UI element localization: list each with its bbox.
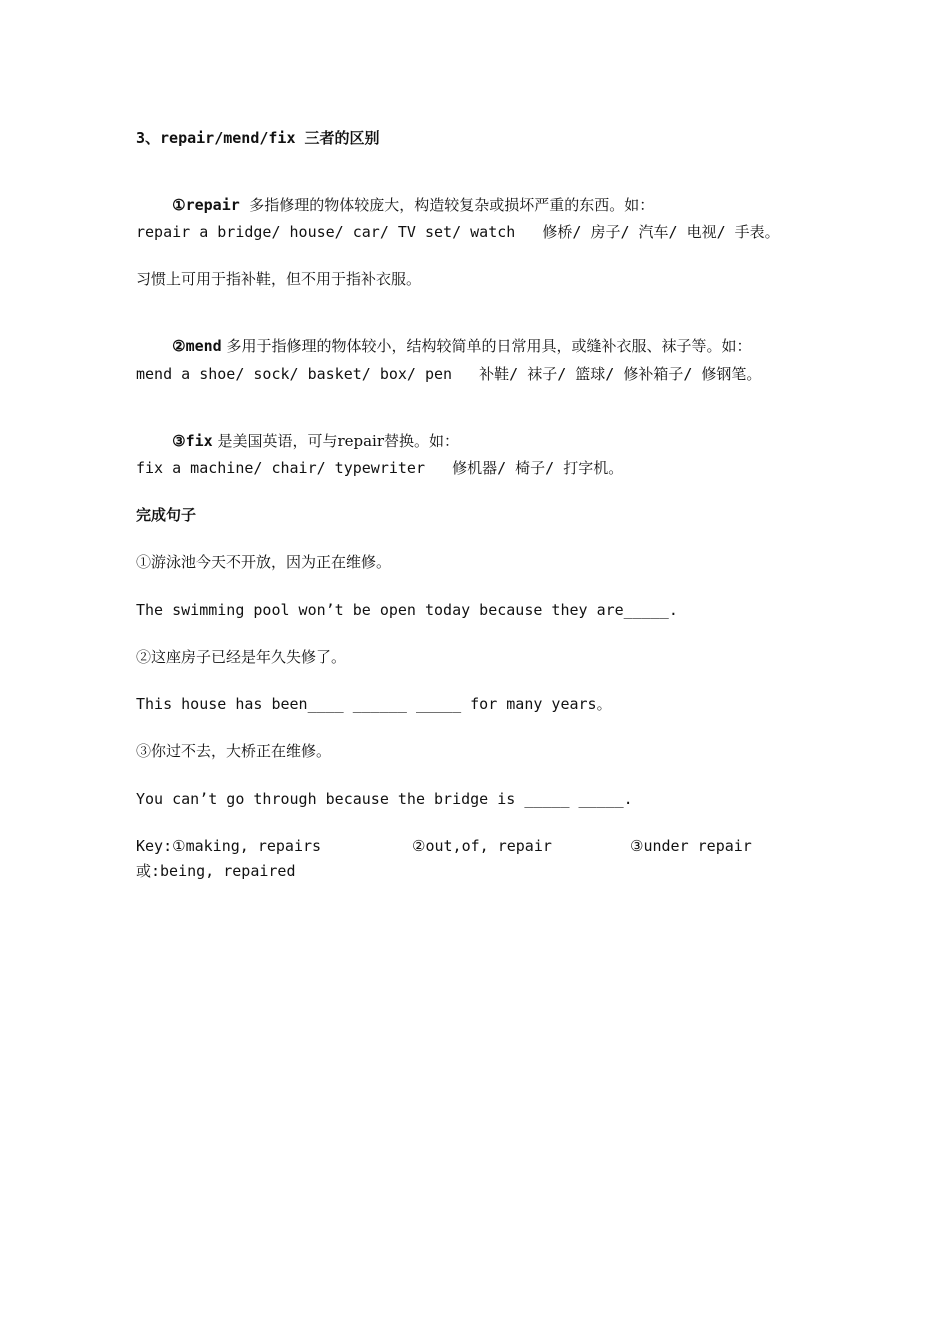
section-title: 3、repair/mend/fix 三者的区别 [136, 129, 380, 147]
exercise-3-en: You can’t go through because the bridge is _____ _____. [136, 790, 633, 808]
fix-example: fix a machine/ chair/ typewriter 修机器/ 椅子/ 打字机。 [136, 459, 624, 477]
exercise-title: 完成句子 [136, 506, 197, 524]
answer-key-alt: 或:being, repaired [136, 862, 296, 880]
answer-key-2: ②out,of, repair [412, 837, 552, 855]
mend-example: mend a shoe/ sock/ basket/ box/ pen 补鞋/ 袜子/ 篮球/ 修补箱子/ 修钢笔。 [136, 365, 762, 383]
repair-desc: 多指修理的物体较庞大，构造较复杂或损坏严重的东西。如： [239, 196, 655, 214]
mend-desc: 多用于指修理的物体较小，结构较简单的日常用具，或缝补衣服、袜子等。如： [221, 337, 752, 355]
mend-head: ②mend [172, 337, 222, 355]
exercise-1-cn: ①游泳池今天不开放，因为正在维修。 [136, 553, 392, 571]
repair-note: 习惯上可用于指补鞋，但不用于指补衣服。 [136, 270, 422, 288]
fix-head: ③fix [172, 432, 213, 450]
exercise-3-cn: ③你过不去，大桥正在维修。 [136, 742, 332, 760]
exercise-2-cn: ②这座房子已经是年久失修了。 [136, 648, 347, 666]
fix-desc: 是美国英语，可与repair替换。如： [212, 432, 460, 450]
answer-key-1: Key:①making, repairs [136, 837, 322, 855]
repair-head: ①repair [172, 196, 240, 214]
exercise-1-en: The swimming pool won’t be open today because they are_____. [136, 601, 678, 619]
exercise-2-en: This house has been____ ______ _____ for many years。 [136, 695, 612, 713]
repair-example: repair a bridge/ house/ car/ TV set/ watch 修桥/ 房子/ 汽车/ 电视/ 手表。 [136, 223, 780, 241]
answer-key-3: ③under repair [630, 837, 752, 855]
